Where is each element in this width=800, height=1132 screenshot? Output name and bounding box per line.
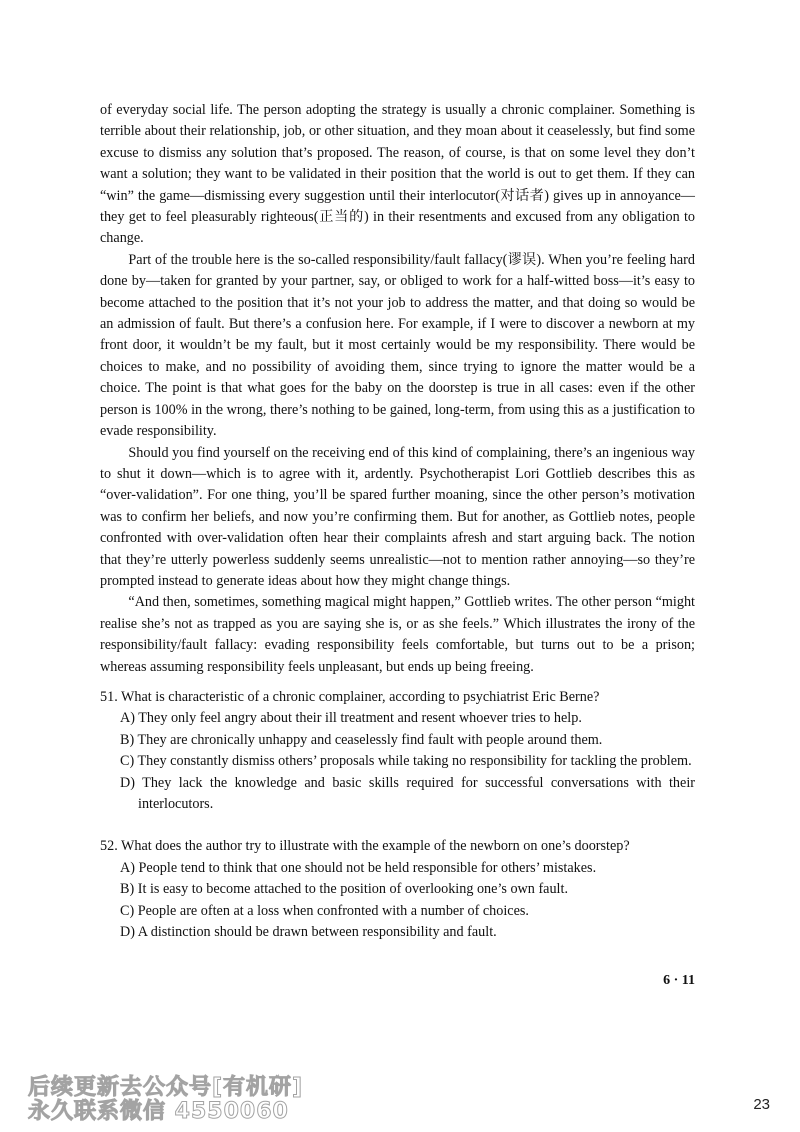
option-c: C) People are often at a loss when confronted with a number of choices. xyxy=(120,902,529,919)
option-a: A) They only feel angry about their ill treatment and resent whoever tries to help. xyxy=(120,710,582,727)
question-stem: 52. What does the author try to illustrate with the example of the newborn on one’s doorstep? xyxy=(100,838,630,855)
option-b: B) It is easy to become attached to the position of overlooking one’s own fault. xyxy=(120,881,568,898)
question-section xyxy=(100,687,695,964)
option-d: D) A distinction should be drawn between responsibility and fault. xyxy=(120,924,497,941)
watermark-line-1: 后续更新去公众号[有机研] xyxy=(28,1075,304,1100)
option-list xyxy=(100,858,695,944)
watermark xyxy=(28,1076,328,1124)
option-c: C) They constantly dismiss others’ proposals while taking no responsibility for tackling the problem. xyxy=(120,753,692,770)
watermark-line-2: 永久联系微信 4550060 xyxy=(28,1099,289,1124)
passage-paragraph-4: “And then, sometimes, something magical might happen,” Gottlieb writes. The other person “might realise she’s not as trapped as you are saying she is, or as she feels.” Which illustrates the irony of the responsibility/fault fallacy: evading responsibility feels comfortable, but turns out to be a prison; whereas assuming responsibility feels unpleasant, but ends up being freeing. xyxy=(100,594,695,675)
option-list xyxy=(100,708,695,815)
option-d: D) They lack the knowledge and basic skills required for successful conversations with their interlocutors. xyxy=(120,774,695,813)
passage-paragraph-3: Should you find yourself on the receiving end of this kind of complaining, there’s an ingenious way to shut it down—which is to agree with it, ardently. Psychotherapist Lori Gottlieb describes this as “over-validation”. For one thing, you’ll be spared further moaning, since the other person’s motivation was to confirm her beliefs, and now you’re confirming them. But for another, as Gottlieb notes, people confronted with over-validation often hear their complaints afresh and start arguing back. The notion that they’re utterly powerless suddenly seems unrealistic—not to mention rather annoying—so they’re prompted instead to generate ideas about how they might change things. xyxy=(100,444,695,589)
passage-paragraph-1: of everyday social life. The person adopting the strategy is usually a chronic complainer. Something is terrible about their relationship, job, or other situation, and they moan about it ceaselessly, but find some excuse to dismiss any solution that’s proposed. The reason, of course, is that on some level they don’t want a solution; they want to be validated in their position that the world is out to get them. If they can “win” the game—dismissing every suggestion until their interlocutor(对话者) gives up in annoyance—they get to feel pleasurably righteous(正当的) in their resentments and excused from any obligation to change. xyxy=(100,102,695,247)
page-code: 6 · 11 xyxy=(663,973,695,988)
reading-passage xyxy=(100,100,695,678)
question-51 xyxy=(100,687,695,815)
option-b: B) They are chronically unhappy and ceaselessly find fault with people around them. xyxy=(120,731,603,748)
passage-paragraph-2: Part of the trouble here is the so-called responsibility/fault fallacy(谬误). When you’re feeling hard done by—taken for granted by your partner, say, or obliged to work for a half-witted boss—it’s easy to become attached to the position that it’s not your job to address the matter, and that doing so would be an admission of fault. But there’s a confusion here. For example, if I were to discover a newborn at my front door, it wouldn’t be my fault, but it most certainly would be my responsibility. There would be choices to make, and no possibility of avoiding them, since trying to ignore the matter would be a choice. The point is that what goes for the baby on the doorstep is true in all cases: even if the other person is 100% in the wrong, there’s nothing to be gained, long-term, from using this as a justification to evade responsibility. xyxy=(100,251,695,440)
question-stem: 51. What is characteristic of a chronic complainer, according to psychiatrist Eric Berne? xyxy=(100,689,600,705)
page-number: 23 xyxy=(753,1096,770,1113)
option-a: A) People tend to think that one should not be held responsible for others’ mistakes. xyxy=(120,859,597,876)
question-52 xyxy=(100,836,695,943)
